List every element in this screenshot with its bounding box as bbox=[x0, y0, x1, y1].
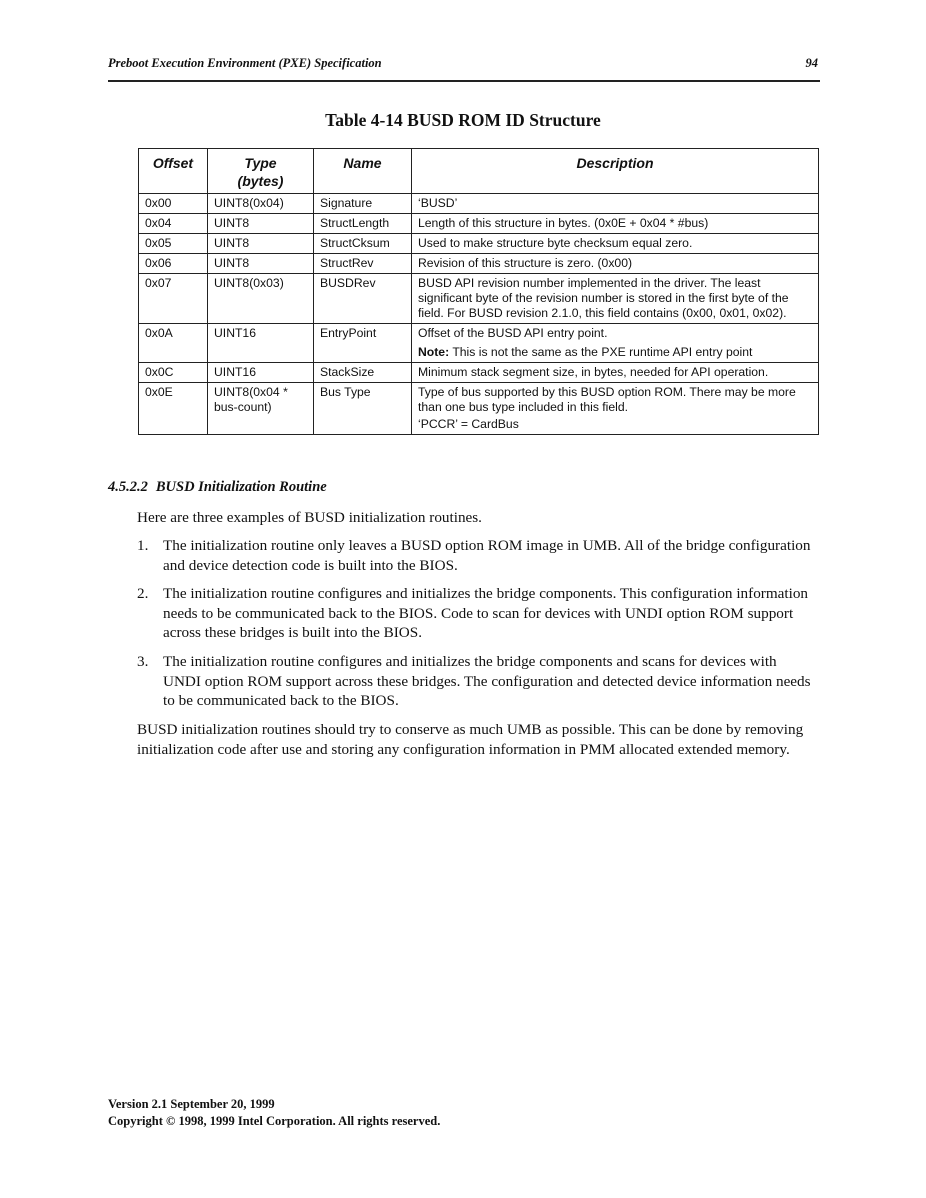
cell-type: UINT16 bbox=[208, 324, 314, 363]
list-item-text: The initialization routine only leaves a BUSD option ROM image in UMB. All of the bridge configuration and device detection code is built into the BIOS. bbox=[163, 537, 811, 574]
table-row bbox=[139, 234, 819, 254]
description-text: Type of bus supported by this BUSD option ROM. There may be more than one bus type included in this field. bbox=[418, 385, 796, 414]
cell-offset: 0x05 bbox=[139, 234, 208, 254]
bus-type-value: ‘PCCR’ = CardBus bbox=[418, 417, 519, 431]
footer-version: Version 2.1 September 20, 1999 bbox=[108, 1097, 275, 1111]
cell-type: UINT8 bbox=[208, 254, 314, 274]
cell-name: StructRev bbox=[314, 254, 412, 274]
cell-description: Used to make structure byte checksum equal zero. bbox=[412, 234, 819, 254]
list-marker: 2. bbox=[137, 585, 149, 602]
cell-description: BUSD API revision number implemented in the driver. The least significant byte of the revision number is stored in the first byte of the field. For BUSD revision 2.1.0, this field contains (0x00, 0x01, 0x02). bbox=[412, 274, 819, 324]
cell-type: UINT8 bbox=[208, 214, 314, 234]
note-label: Note: bbox=[418, 345, 450, 359]
cell-description: Length of this structure in bytes. (0x0E + 0x04 * #bus) bbox=[412, 214, 819, 234]
column-header-description: Description bbox=[412, 149, 819, 194]
list-item-text: The initialization routine configures and initializes the bridge components. This configuration information needs to be communicated back to the BIOS. Code to scan for devices with UNDI option ROM support across these bridges is built into the BIOS. bbox=[163, 585, 809, 641]
table-row bbox=[139, 383, 819, 435]
cell-name: Signature bbox=[314, 194, 412, 214]
cell-type: UINT16 bbox=[208, 363, 314, 383]
document-title: Preboot Execution Environment (PXE) Specification bbox=[108, 56, 382, 70]
cell-offset: 0x07 bbox=[139, 274, 208, 324]
cell-offset: 0x06 bbox=[139, 254, 208, 274]
section-heading bbox=[108, 479, 327, 496]
cell-name: StructCksum bbox=[314, 234, 412, 254]
table-row bbox=[139, 214, 819, 234]
cell-offset: 0x0E bbox=[139, 383, 208, 435]
closing-paragraph: BUSD initialization routines should try to conserve as much UMB as possible. This can be done by removing initialization code after use and storing any configuration information in PMM allocated extended memory. bbox=[137, 721, 804, 758]
cell-description: Minimum stack segment size, in bytes, needed for API operation. bbox=[412, 363, 819, 383]
column-header-offset: Offset bbox=[139, 149, 208, 194]
column-header-type-line2: (bytes) bbox=[237, 173, 284, 189]
cell-offset: 0x04 bbox=[139, 214, 208, 234]
column-header-name: Name bbox=[314, 149, 412, 194]
section-intro: Here are three examples of BUSD initialization routines. bbox=[137, 509, 482, 526]
page-number: 94 bbox=[805, 56, 818, 70]
cell-description bbox=[412, 383, 819, 435]
cell-description: Revision of this structure is zero. (0x00) bbox=[412, 254, 819, 274]
list-marker: 3. bbox=[137, 653, 149, 670]
table-row bbox=[139, 254, 819, 274]
list-item bbox=[137, 536, 817, 575]
cell-offset: 0x0A bbox=[139, 324, 208, 363]
cell-name: StructLength bbox=[314, 214, 412, 234]
cell-name: StackSize bbox=[314, 363, 412, 383]
cell-description: ‘BUSD’ bbox=[412, 194, 819, 214]
footer-copyright: Copyright © 1998, 1999 Intel Corporation. All rights reserved. bbox=[108, 1114, 441, 1128]
cell-type: UINT8(0x03) bbox=[208, 274, 314, 324]
note-text: This is not the same as the PXE runtime API entry point bbox=[449, 345, 753, 359]
column-header-type-line1: Type bbox=[244, 155, 277, 171]
cell-description bbox=[412, 324, 819, 363]
list-item bbox=[137, 652, 817, 711]
table-caption: Table 4-14 BUSD ROM ID Structure bbox=[325, 110, 601, 130]
cell-name: EntryPoint bbox=[314, 324, 412, 363]
page-header bbox=[108, 54, 820, 82]
table-row bbox=[139, 194, 819, 214]
busd-rom-id-table bbox=[138, 148, 819, 435]
cell-name: BUSDRev bbox=[314, 274, 412, 324]
cell-offset: 0x0C bbox=[139, 363, 208, 383]
table-header-row bbox=[139, 149, 819, 194]
section-title: BUSD Initialization Routine bbox=[155, 479, 327, 495]
cell-offset: 0x00 bbox=[139, 194, 208, 214]
list-item-text: The initialization routine configures and initializes the bridge components and scans for devices with UNDI option ROM support across these bridges. The configuration and detected device information needs to be communicated back to the BIOS. bbox=[163, 653, 811, 709]
section-number: 4.5.2.2 bbox=[108, 479, 148, 495]
list-item bbox=[137, 584, 817, 643]
table-row bbox=[139, 324, 819, 363]
description-text: Offset of the BUSD API entry point. bbox=[418, 326, 608, 340]
table-row bbox=[139, 363, 819, 383]
page-footer bbox=[108, 1096, 440, 1130]
cell-name: Bus Type bbox=[314, 383, 412, 435]
cell-type: UINT8 bbox=[208, 234, 314, 254]
cell-type: UINT8(0x04 * bus-count) bbox=[208, 383, 314, 435]
list-marker: 1. bbox=[137, 537, 149, 554]
cell-type: UINT8(0x04) bbox=[208, 194, 314, 214]
note bbox=[418, 345, 812, 360]
column-header-type bbox=[208, 149, 314, 194]
table-row bbox=[139, 274, 819, 324]
